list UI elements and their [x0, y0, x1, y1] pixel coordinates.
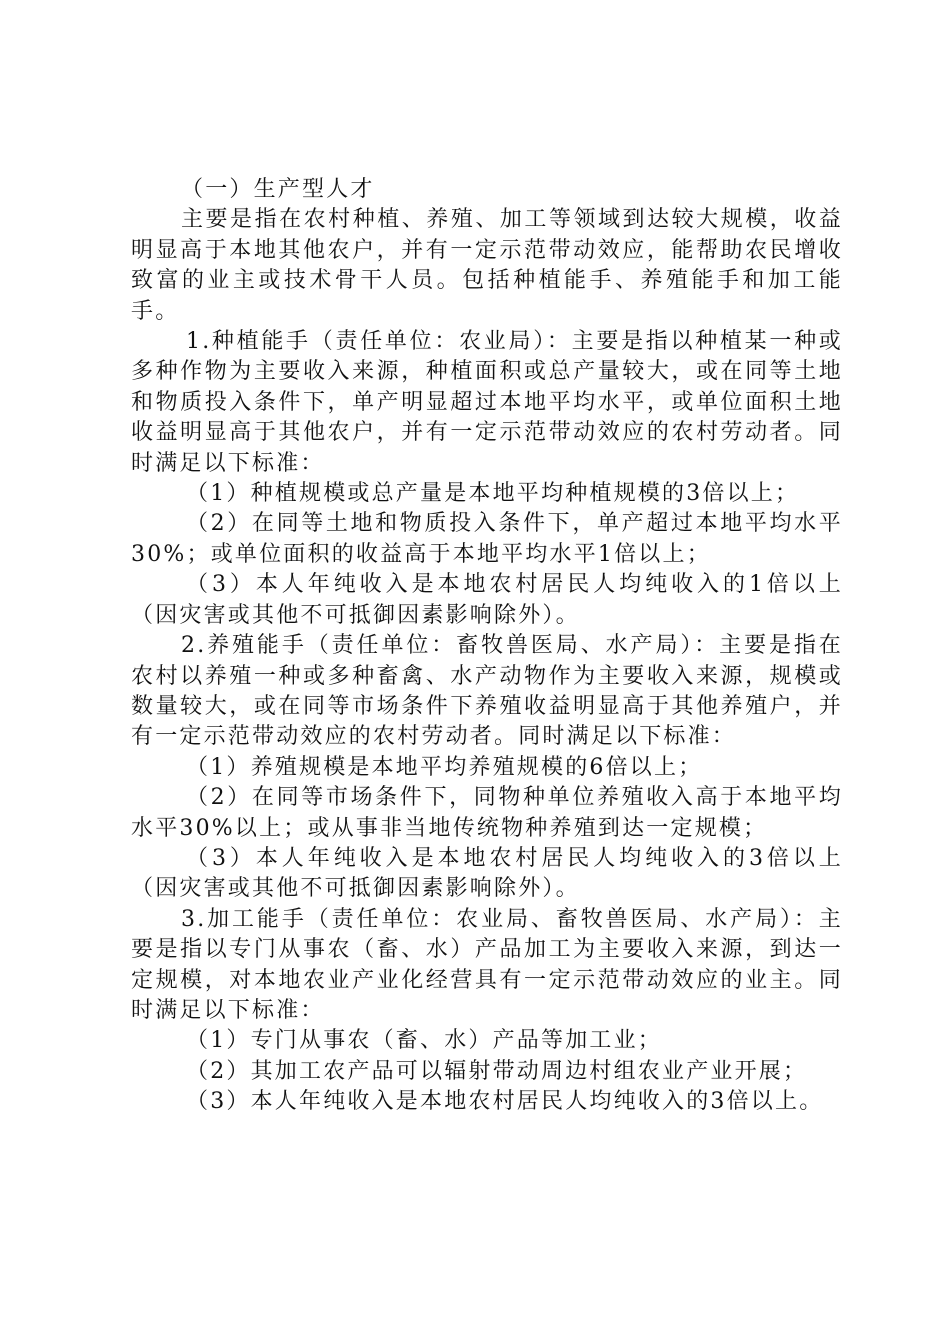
processing-criterion-2: （2）其加工农产品可以辐射带动周边村组农业产业开展；: [186, 1058, 808, 1084]
processing-criterion-1: （1）专门从事农（畜、水）产品等加工业；: [186, 1028, 662, 1054]
breeding-expert-title: 2.养殖能手（责任单位：畜牧兽医局、水产局）：主要是指在农村以养殖一种或多种畜禽、水产动物作为主要收入来源，规模或数量较大，或在同等市场条件下养殖收益明显高于其他养殖户，并有一定示范带动效应的农村劳动者。同时满足以下标准：: [131, 633, 843, 750]
planting-criterion-1: （1）种植规模或总产量是本地平均种植规模的3倍以上；: [186, 481, 800, 507]
intro-paragraph: 主要是指在农村种植、养殖、加工等领域到达较大规模，收益明显高于本地其他农户，并有一定示范带动效应，能帮助农民增收致富的业主或技术骨干人员。包括种植能手、养殖能手和加工能手。: [131, 207, 843, 324]
section-heading: （一）生产型人才: [181, 177, 375, 202]
breeding-criterion-2: （2）在同等市场条件下，同物种单位养殖收入高于本地平均水平30%以上；或从事非当地传统物种养殖到达一定规模；: [131, 785, 843, 841]
planting-criterion-2: （2）在同等土地和物质投入条件下，单产超过本地平均水平30%；或单位面积的收益高于本地平均水平1倍以上；: [131, 511, 843, 567]
breeding-criterion-1: （1）养殖规模是本地平均养殖规模的6倍以上；: [186, 754, 703, 780]
processing-criterion-3: （3）本人年纯收入是本地农村居民人均纯收入的3倍以上。: [186, 1089, 824, 1115]
planting-criterion-3: （3）本人年纯收入是本地农村居民人均纯收入的1倍以上（因灾害或其他不可抵御因素影响除外）。: [131, 572, 843, 628]
planting-expert-title: 1.种植能手（责任单位：农业局）：主要是指以种植某一种或多种作物为主要收入来源，种植面积或总产量较大，或在同等土地和物质投入条件下，单产明显超过本地平均水平，或单位面积土地收益明显高于其他农户，并有一定示范带动效应的农村劳动者。同时满足以下标准：: [131, 329, 843, 476]
processing-expert-title: 3.加工能手（责任单位：农业局、畜牧兽医局、水产局）：主要是指以专门从事农（畜、水）产品加工为主要收入来源，到达一定规模，对本地农业产业化经营具有一定示范带动效应的业主。同时满足以下标准：: [131, 906, 843, 1023]
breeding-criterion-3: （3）本人年纯收入是本地农村居民人均纯收入的3倍以上（因灾害或其他不可抵御因素影响除外）。: [131, 845, 843, 902]
document-page: [131, 175, 843, 1118]
